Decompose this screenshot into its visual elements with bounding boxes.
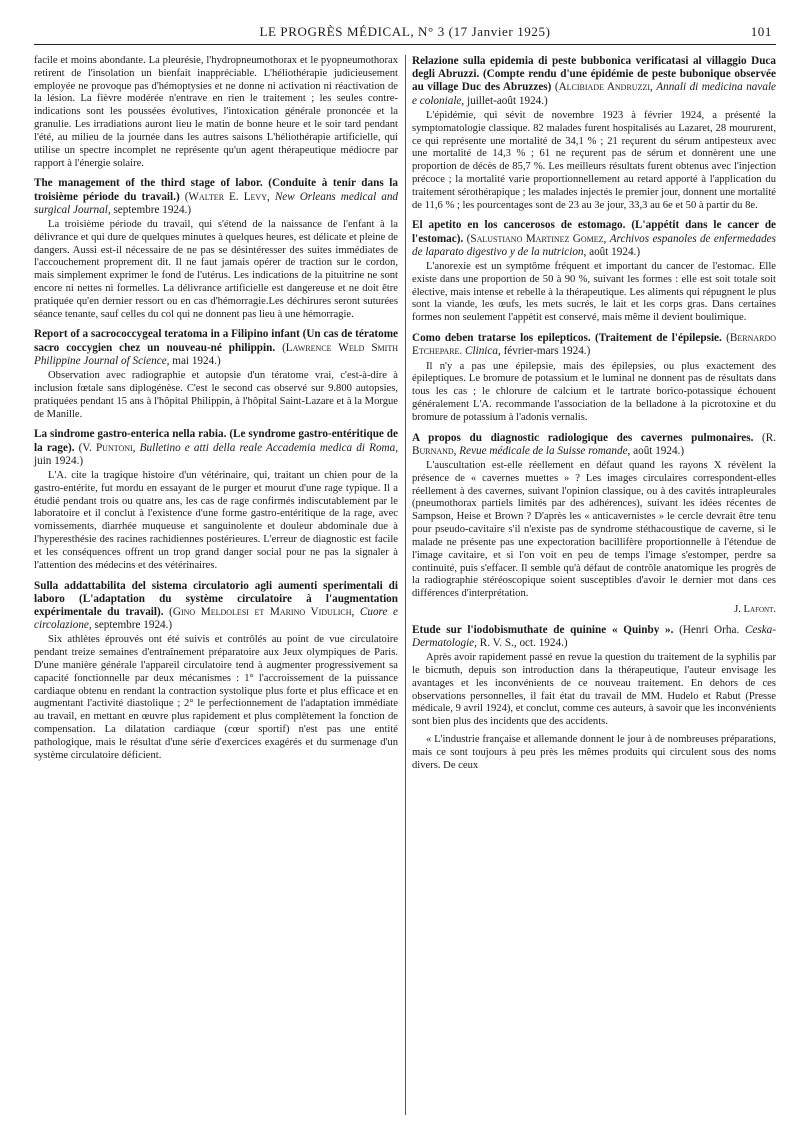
abstract-body: L'épidémie, qui sévit de novembre 1923 à février 1924, a présenté la symptomatologie classique. 82 malades furent hospitalisés au Lazaret, 28 moururent, ce qui représente une mortalité de 34,1 % ; 21 reçurent du sérum antipesteux avec une mortalité de 14,3 % ; 61 ne reçurent pas de sérum et donnèrent une une proportion de décès de 85,7 %. Les meilleurs résultats furent obtenus avec l'injection précoce ; la mortalité varie proportionnellement au retard apporté à l'application du traitement sérothérapique ; les malades injectés le premier jour, donnent une mortalité de 11,6 % ; les pourcentages sont de 23 au 3e jour, 33,3 au 6e et 50 à partir du 8e. [412, 109, 776, 211]
abstract-epilepsy [412, 332, 776, 425]
abstract-body: La troisième période du travail, qui s'étend de la naissance de l'enfant à la délivrance et qui dure de quelques minutes à quelques heures, est délicate et pleine de dangers. Aussi est-il nécessaire de ne pas se désintéresser des suites immédiates de l'accouchement proprement dit. Il ne faut jamais opérer de traction sur le cordon, mais simplement exprimer le fond de l'utérus. Les indications de la pituitrine ne sont encore ni nettes ni formelles. La délivrance artificielle est dangereuse et ne doit être pratiquée qu'en dernier ressort ou en cas d'hémorragie.Les déchirures seront suturées séance tenante, sauf celles du col qui ne donnent pas lieu à une hémorragie. [34, 218, 398, 320]
abstract-cavernes [412, 432, 776, 617]
intro-paragraph: facile et moins abondante. La pleurésie, l'hydropneumothorax et le pyopneumothorax retirent de l'insolation un bienfait inappréciable. L'héliothérapie judicieusement employée ne provoque pas d'hémoptysies et ne donne ni activation ni réactivation de la lésion. La fièvre modérée n'entrave en rien le traitement ; les seules contre-indications sont les poussées évolutives, l'intoxication générale prononcée et la granulie. Les irradiations auront lieu le matin de bonne heure et le soir tard pendant l'été, au milieu de la journée dans les autres saisons L'héliothérapie artificielle, qui utilise un spectre incomplet ne représente qu'un agent thérapeutique médiocre par rapport à l'énergie solaire. [34, 55, 398, 169]
abstract-quinby [412, 624, 776, 773]
abstract-title: Etude sur l'iodobismuthate de quinine « Quinby ». (Henri Orha. Ceska-Dermatologie, R. V. S., oct. 1924.) [412, 623, 777, 649]
abstract-body-continued: « L'industrie française et allemande donnent le jour à de nombreuses préparations, mais ce sont toujours à peu près les mêmes produits qui circulent sous des noms divers. De ceux [412, 734, 776, 771]
abstract-title: Report of a sacrococcygeal teratoma in a Filipino infant (Un cas de tératome sacro coccygien chez un nouveau-né philippin. (Lawrence Weld Smith Philippine Journal of Science, mai 1924.) [34, 328, 399, 367]
abstract-title: Sulla addattabilita del sistema circulatorio agli aumenti sperimentali di laboro (L'adaptation du système circulatoire à l'augmentation expérimentale du travail). (Gino Meldolesi et Marino Vidulich, Cuore e circolazione, septembre 1924.) [34, 579, 399, 632]
abstract-body: Observation avec radiographie et autopsie d'un tératome vrai, c'est-à-dire à inclusion fœtale sans diplogénèse. C'est le second cas observé sur 9.800 autopsies, pratiquées pendant 15 ans à l'hôpital Philippin, à l'hôpital Saint-Lazare et à la Morgue de Manille. [34, 370, 398, 420]
abstract-body: Six athlètes éprouvés ont été suivis et contrôlés au point de vue circulatoire pendant treize semaines d'entraînement préparatoire aux Jeux olympiques de Paris. D'une manière générale l'appareil circulatoire tend à augmenter progressivement sa capacité fonctionnelle par deux mécanismes : 1° l'accroissement de la puissance cardiaque obtenu en rendant la contraction systolique plus forte et plus efficace et en augmentant l'activité diastolique ; 2° le perfectionnement de l'adaptation immédiate au travail, en mettant en œuvre plus rapidement et plus complètement la fonction de compensation. La dilatation cardiaque (cœur sportif) n'est pas une entité pathologique, mais le résultat d'une série d'exercices exagérés et du surmenage d'un système circulatoire déficient. [34, 634, 398, 761]
abstract-body: L'A. cite la tragique histoire d'un vétérinaire, qui, traitant un chien pour de la gastro-entérite, fut mordu en essayant de le purger et mourut d'une rage typique. Il a étudié pendant trois ou quatre ans, les cas de rage confirmés indiscutablement par le laboratoire et il conclut à l'existence d'une forme gastro-entéritique de la rage, avec vomissements, diarrhée muqueuse et sanguinolente et douleur abdominale due à l'hyperesthésie des racines rachidiennes postérieures. L'erreur de diagnostic est facile et les conséquences offrent un trop grand danger social pour ne pas la signaler à l'attention des médecins et des vétérinaires. [34, 470, 398, 571]
abstract-title: El apetito en los cancerosos de estomago. (L'appétit dans le cancer de l'estomac). (Salustiano Martinez Gomez, Archivos espanoles de enfermedades de laparato digestivo y de la nutricion, août 1924.) [412, 219, 777, 258]
columns [34, 55, 776, 778]
abstract-title: A propos du diagnostic radiologique des cavernes pulmonaires. (R. Burnand, Revue médicale de la Suisse romande, août 1924.) [412, 431, 777, 457]
abstract-title: La sindrome gastro-enterica nella rabia. (Le syndrome gastro-entéritique de la rage). (V. Puntoni, Bulletino e atti della reale Accademia medica di Roma, juin 1924.) [34, 428, 399, 467]
abstract-appetite [412, 219, 776, 325]
abstract-body: L'auscultation est-elle réellement en défaut quand les rayons X révèlent la présence de « cavernes muettes » ? Les images circulaires correspondent-elles réellement à des cavernes, suivant l'opinion classique, ou à des cavités intrapleurales (pneumothorax partiels limités par des adhérences), suivant les idées récentes de Sampson, Heise et Brown ? D'après les « anticavernistes » le cercle devrait être tenu pour pseudo-cavitaire s'il n'existe pas de syndrome stéthacoustique de caverne, si le malade ne présente pas une expectoration bacillifère proportionnelle à l'étendue de l'image cavitaire, et si l'on voit en peu de temps l'image s'estomper, perdre sa continuité, puis s'effacer. Il semble qu'à défaut de contrôle anatomique les progrès de la radiographie stéréoscopique soient susceptibles d'avoir le dernier mot dans ces différences d'interprétation. [412, 460, 776, 600]
running-head [34, 22, 776, 45]
abstract-body: Après avoir rapidement passé en revue la question du traitement de la syphilis par le bicmuth, depuis son introduction dans la thérapeutique, l'auteur envisage les avantages et les inconvénients de ce nouveau traitement. En dehors de ces observations personnelles, il fait état du travail de MM. Hudelo et Rabut (Presse médicale, 9 avril 1924), et conclut, comme ces auteurs, à savoir que les inconvénients sont bien plus des incidents que des accidents. [412, 652, 776, 728]
running-title: LE PROGRÈS MÉDICAL, N° 3 (17 Janvier 1925) [259, 24, 551, 39]
abstract-rabies [34, 428, 398, 572]
abstract-title: Como deben tratarse los epilepticos. (Traitement de l'épilepsie. (Bernardo Etchepare. Clinica, février-mars 1924.) [412, 332, 777, 358]
column-rule [405, 55, 406, 1115]
abstract-plague [412, 55, 776, 212]
abstract-title: The management of the third stage of labor. (Conduite à tenir dans la troisième période du travail.) (Walter E. Levy, New Orleans medical and surgical Journal, septembre 1924.) [34, 177, 399, 216]
page-number: 101 [750, 24, 772, 39]
abstract-body: L'anorexie est un symptôme fréquent et important du cancer de l'estomac. Elle existe dans une proportion de 50 à 90 %, suivant les formes : elle est soit totale soit élective, mais intense et rebelle à la thérapeutique. Les aliments qui répugnent le plus sont la viande, les œufs, les mets sucrés, le lait et les corps gras. Dans certaines formes non seulement l'appétit est conservé, mais même il devient boulimique. [412, 261, 776, 324]
left-column [34, 55, 398, 778]
abstract-circulatory [34, 580, 398, 763]
abstract-labor [34, 177, 398, 321]
abstract-body: Il n'y a pas une épilepsie, mais des épilepsies, ou plus exactement des épileptiques. Le bromure de potassium et le luminal ne donnent pas de résultats dans tous les cas ; le chlorure de calcium et le tartrate borico-potassique échouent généralement L'A. recommande l'association de la belladone à la picrotoxine et du bromure de potassium à l'adonis vernalis. [412, 360, 776, 423]
abstract-signature: J. Lafont. [734, 603, 776, 615]
right-column [412, 55, 776, 778]
abstract-teratoma [34, 328, 398, 421]
abstract-title: Relazione sulla epidemia di peste bubbonica verificatasi al villaggio Duca degli Abruzzi. (Compte rendu d'une épidémie de peste bubonique observée au village Duc des Abruzzes) (Alcibiade Andruzzi, Annali di medicina navale e coloniale, juillet-août 1924.) [412, 55, 777, 107]
